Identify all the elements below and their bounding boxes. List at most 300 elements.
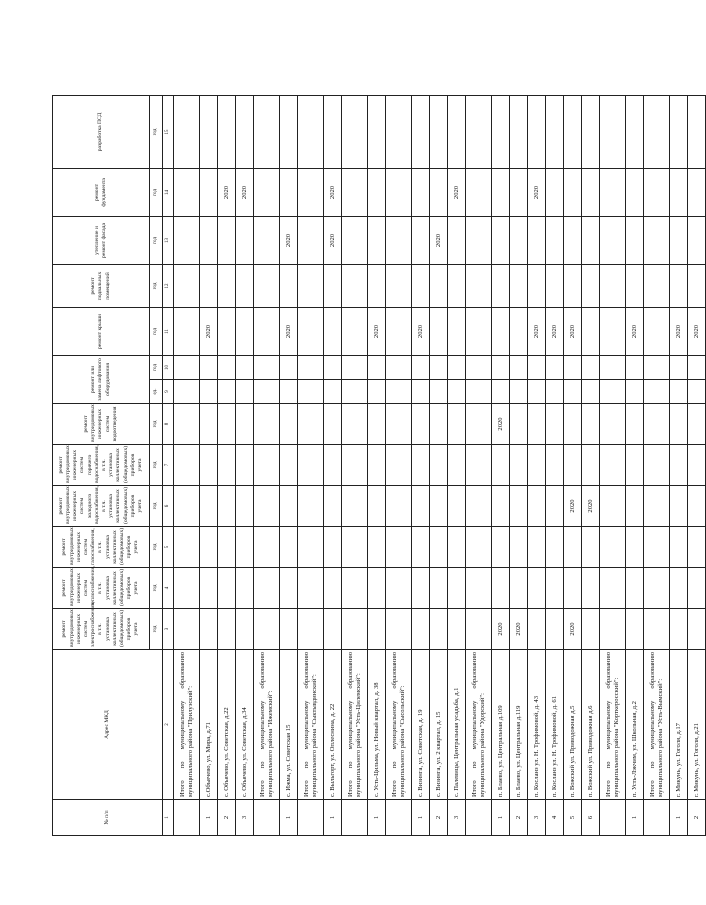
repair-year-cell [600,95,626,168]
repair-year-cell [368,355,386,379]
repair-year-cell [492,216,510,264]
building-row [546,95,564,835]
repair-year-cell [200,609,218,650]
repair-year-cell [670,609,688,650]
repair-year-cell [582,609,600,650]
repair-year-cell [546,216,564,264]
repair-year-cell [600,168,626,216]
repair-year-cell: 2020 [280,216,298,264]
column-header: ремонт внутридомовых инженерных систем горячего водоснабжения, в т.ч. установка коллективных (общедомовых) приборов учета [53,445,150,486]
repair-year-cell [386,568,412,609]
repair-year-cell [324,486,342,527]
repair-year-cell [600,264,626,307]
repair-year-cell: 2020 [626,307,644,355]
building-row [564,95,582,835]
building-row [218,95,236,835]
repair-year-cell [386,609,412,650]
repair-year-cell [254,168,280,216]
building-address: с.Объячево, ул. Мира, д.71 [200,650,218,800]
repair-year-cell [626,264,644,307]
repair-year-cell [174,216,200,264]
repair-year-cell: 2020 [564,307,582,355]
repair-year-cell [298,527,324,568]
repair-year-cell [174,568,200,609]
repair-year-cell [600,216,626,264]
column-unit: год [150,95,163,168]
repair-year-cell [510,264,528,307]
repair-year-cell [174,609,200,650]
repair-year-cell [448,609,466,650]
repair-year-cell [688,527,706,568]
column-number-row [163,95,174,835]
row-number [600,800,626,836]
repair-year-cell [492,445,510,486]
repair-year-cell [582,404,600,445]
repair-year-cell: 2020 [430,216,448,264]
repair-year-cell [368,568,386,609]
repair-year-cell [448,404,466,445]
building-address: Итого по муниципальному образованию муниципального района "Корткеросский": [600,650,626,800]
column-header: ремонт подвальных помещений [53,264,150,307]
repair-year-cell [582,527,600,568]
repair-year-cell [236,527,254,568]
repair-year-cell [582,307,600,355]
repair-year-cell [448,568,466,609]
repair-year-cell [644,568,670,609]
repair-year-cell [466,264,492,307]
building-address: п. Вожский ул. Приводожная д.6 [582,650,600,800]
repair-year-cell [582,355,600,379]
repair-year-cell [448,307,466,355]
repair-year-cell [510,95,528,168]
repair-year-cell [218,404,236,445]
column-unit: ед. [150,380,163,404]
repair-year-cell [670,527,688,568]
building-row [688,95,706,835]
column-unit: год [150,445,163,486]
district-total-row [600,95,626,835]
row-number: 2 [218,800,236,836]
repair-year-cell [510,380,528,404]
repair-year-cell [386,355,412,379]
repair-year-cell [582,568,600,609]
repair-year-cell [236,216,254,264]
repair-year-cell [200,380,218,404]
repair-year-cell [546,445,564,486]
repair-year-cell [688,95,706,168]
repair-year-cell [688,445,706,486]
repair-year-cell [218,307,236,355]
repair-year-cell [324,355,342,379]
column-number: 5 [163,527,174,568]
repair-year-cell [280,445,298,486]
repair-year-cell [600,609,626,650]
repair-year-cell [342,168,368,216]
repair-year-cell [466,609,492,650]
repair-year-cell [298,404,324,445]
row-number [254,800,280,836]
row-number: 5 [564,800,582,836]
repair-year-cell: 2020 [492,609,510,650]
repair-year-cell [564,355,582,379]
column-number: 9 [163,380,174,404]
repair-year-cell [582,264,600,307]
building-row [670,95,688,835]
repair-year-cell [546,609,564,650]
repair-year-cell [386,168,412,216]
column-unit: год [150,355,163,379]
repair-year-cell [430,486,448,527]
repair-year-cell [670,568,688,609]
repair-year-cell [412,486,430,527]
repair-year-cell [200,355,218,379]
building-row [582,95,600,835]
repair-year-cell [466,355,492,379]
repair-year-cell [368,486,386,527]
repair-year-cell [582,216,600,264]
column-unit: год [150,264,163,307]
building-address: п. Косланз ул. Н. Трофимовой, д. 61 [546,650,564,800]
repair-year-cell [644,445,670,486]
row-number: 1 [626,800,644,836]
repair-year-cell [644,264,670,307]
repair-year-cell [200,486,218,527]
repair-year-cell [298,264,324,307]
repair-year-cell [386,216,412,264]
repair-year-cell [528,264,546,307]
row-number: 1 [368,800,386,836]
repair-year-cell [298,486,324,527]
repair-year-cell: 2020 [670,307,688,355]
column-number: 11 [163,307,174,355]
district-total-row [298,95,324,835]
building-row [492,95,510,835]
repair-year-cell [324,307,342,355]
repair-year-cell [218,95,236,168]
column-number: 8 [163,404,174,445]
column-unit: год [150,486,163,527]
repair-year-cell: 2020 [324,168,342,216]
repair-year-cell [564,95,582,168]
row-number: 1 [670,800,688,836]
repair-year-cell [564,216,582,264]
building-address: Итого по муниципальному образованию муниципального района "Прилузский": [174,650,200,800]
repair-year-cell [200,445,218,486]
row-number: 6 [582,800,600,836]
building-row [200,95,218,835]
repair-year-cell [448,527,466,568]
repair-year-cell [412,380,430,404]
row-number [342,800,368,836]
repair-year-cell [324,568,342,609]
repair-year-cell [546,568,564,609]
repair-year-cell [254,216,280,264]
repair-year-cell [386,264,412,307]
repair-year-cell [670,216,688,264]
repair-year-cell [368,527,386,568]
repair-year-cell [280,264,298,307]
repair-year-cell [670,264,688,307]
repair-year-cell [324,609,342,650]
repair-year-cell [386,486,412,527]
row-number: 3 [448,800,466,836]
column-number: 15 [163,95,174,168]
repair-year-cell [298,355,324,379]
building-row [626,95,644,835]
repair-year-cell [218,609,236,650]
row-number: 1 [200,800,218,836]
repair-year-cell [626,404,644,445]
district-total-row [254,95,280,835]
row-number: 1 [412,800,430,836]
building-address: с. Выльгорт, ул. Оплеснина, д. 22 [324,650,342,800]
repair-year-cell [670,168,688,216]
building-address: п. Усть-Лэкчим, ул. Школьная, д.2 [626,650,644,800]
repair-year-cell [466,568,492,609]
repair-year-cell [528,486,546,527]
row-number: 2 [688,800,706,836]
repair-year-cell [342,404,368,445]
repair-year-cell [626,380,644,404]
district-total-row [174,95,200,835]
rotated-content [52,96,700,836]
repair-year-cell: 2020 [412,307,430,355]
column-header: № п/п [53,800,163,836]
repair-year-cell [466,168,492,216]
repair-year-cell [254,445,280,486]
district-total-row [466,95,492,835]
repair-year-cell [528,445,546,486]
repair-year-cell [324,404,342,445]
repair-year-cell [644,527,670,568]
repair-year-cell [626,527,644,568]
repair-year-cell [254,95,280,168]
repair-year-cell [412,216,430,264]
column-number: 10 [163,355,174,379]
repair-year-cell [466,445,492,486]
column-number: 2 [163,650,174,800]
row-number: 1 [324,800,342,836]
repair-year-cell [466,404,492,445]
repair-year-cell [528,568,546,609]
repair-year-cell [342,355,368,379]
district-total-row [644,95,670,835]
repair-year-cell [430,445,448,486]
repair-year-cell [600,445,626,486]
repair-year-cell [492,264,510,307]
column-unit: год [150,527,163,568]
repair-year-cell [218,216,236,264]
repair-year-cell [254,264,280,307]
column-header: утепление и ремонт фасада [53,216,150,264]
repair-year-cell [492,568,510,609]
repair-year-cell [492,95,510,168]
repair-year-cell [582,380,600,404]
repair-year-cell [448,486,466,527]
repair-year-cell [236,380,254,404]
repair-year-cell [236,609,254,650]
repair-year-cell [564,445,582,486]
repair-year-cell [564,527,582,568]
row-number [174,800,200,836]
repair-year-cell [510,404,528,445]
repair-year-cell [688,609,706,650]
repair-year-cell [280,95,298,168]
repair-year-cell [254,355,280,379]
column-unit: год [150,216,163,264]
repair-year-cell [466,95,492,168]
repair-year-cell [644,216,670,264]
repair-year-cell [324,527,342,568]
building-address: Итого по муниципальному образованию муниципального района "Усть-Цилемский": [342,650,368,800]
building-address: г. Микунь, ул. Гоголя, д.21 [688,650,706,800]
repair-year-cell [254,486,280,527]
document-page [52,96,700,836]
building-address: с. Объячево, ул. Советская, д.34 [236,650,254,800]
repair-year-cell [466,380,492,404]
repair-year-cell [430,168,448,216]
repair-year-cell [626,609,644,650]
repair-year-cell [368,445,386,486]
repair-year-cell [688,355,706,379]
repair-year-cell: 2020 [324,216,342,264]
repair-year-cell [218,445,236,486]
repair-year-cell [280,380,298,404]
building-address: Итого по муниципальному образованию муниципального района "Удорский": [466,650,492,800]
repair-year-cell [528,527,546,568]
repair-year-cell [546,527,564,568]
repair-year-cell [200,216,218,264]
repair-year-cell [492,527,510,568]
repair-year-cell [546,380,564,404]
repair-year-cell [546,355,564,379]
repair-year-cell [430,307,448,355]
repair-year-cell: 2020 [200,307,218,355]
repair-year-cell [412,404,430,445]
repair-year-cell [174,404,200,445]
repair-year-cell: 2020 [528,307,546,355]
repair-year-cell [386,95,412,168]
repair-year-cell [600,355,626,379]
row-number: 4 [546,800,564,836]
column-header: ремонт внутридомовых инженерных систем теплоснабжения, в т.ч. установка коллективных (общедомовых) приборов учета [53,568,150,609]
repair-year-cell [546,95,564,168]
repair-year-cell [644,95,670,168]
repair-year-cell [174,355,200,379]
column-unit: год [150,307,163,355]
repair-year-cell [368,380,386,404]
repair-year-cell [528,404,546,445]
repair-year-cell [492,486,510,527]
repair-year-cell [280,527,298,568]
repair-year-cell [564,264,582,307]
repair-year-cell [386,307,412,355]
column-header: ремонт внутридомовых инженерных систем электроснабжения, в т.ч. установка коллективных (общедомовых) приборов учета [53,609,150,650]
repair-year-cell [564,404,582,445]
repair-year-cell [280,486,298,527]
column-unit: год [150,404,163,445]
repair-year-cell [236,486,254,527]
repair-year-cell [688,486,706,527]
repair-year-cell [200,568,218,609]
repair-year-cell [174,307,200,355]
repair-year-cell [582,95,600,168]
repair-year-cell [342,95,368,168]
repair-year-cell [386,404,412,445]
column-header: ремонт внутридомовых инженерных систем водоотведения [53,404,150,445]
repair-year-cell [200,264,218,307]
repair-year-cell [670,445,688,486]
repair-year-cell [218,355,236,379]
repair-year-cell [386,380,412,404]
repair-year-cell [412,445,430,486]
repair-year-cell [670,486,688,527]
repair-year-cell: 2020 [546,307,564,355]
repair-year-cell [448,355,466,379]
repair-year-cell [412,527,430,568]
repair-year-cell [342,568,368,609]
repair-year-cell [670,380,688,404]
repair-year-cell: 2020 [492,404,510,445]
repair-year-cell [510,445,528,486]
repair-year-cell [254,568,280,609]
repair-year-cell [626,216,644,264]
row-number: 1 [492,800,510,836]
repair-year-cell [564,168,582,216]
repair-year-cell [412,264,430,307]
repair-year-cell [324,445,342,486]
repair-year-cell [298,216,324,264]
repair-year-cell [368,609,386,650]
repair-schedule-table [52,95,706,836]
repair-year-cell [218,380,236,404]
building-row [368,95,386,835]
building-address: Итого по муниципальному образованию муниципального района "Усть-Вымский": [644,650,670,800]
repair-year-cell [218,527,236,568]
repair-year-cell [200,95,218,168]
repair-year-cell [582,168,600,216]
column-unit: год [150,609,163,650]
repair-year-cell [492,380,510,404]
column-number: 7 [163,445,174,486]
repair-year-cell [368,95,386,168]
column-header: разработка ПСД [53,95,150,168]
repair-year-cell [528,609,546,650]
repair-year-cell [644,355,670,379]
repair-year-cell [280,355,298,379]
repair-year-cell [626,168,644,216]
repair-year-cell [174,486,200,527]
repair-year-cell [174,168,200,216]
repair-year-cell [254,380,280,404]
repair-year-cell [430,264,448,307]
column-number: 13 [163,216,174,264]
column-header: ремонт или замена лифтового оборудования [53,355,150,403]
repair-year-cell [644,168,670,216]
repair-year-cell [174,445,200,486]
column-unit: год [150,168,163,216]
building-row [448,95,466,835]
repair-year-cell: 2020 [218,168,236,216]
building-address: с. Усть-Цильма, ул. Новый квартал, д. 38 [368,650,386,800]
column-number: 1 [163,800,174,836]
repair-year-cell [626,445,644,486]
building-row [528,95,546,835]
repair-year-cell [298,95,324,168]
repair-year-cell [430,609,448,650]
repair-year-cell [412,95,430,168]
building-row [412,95,430,835]
